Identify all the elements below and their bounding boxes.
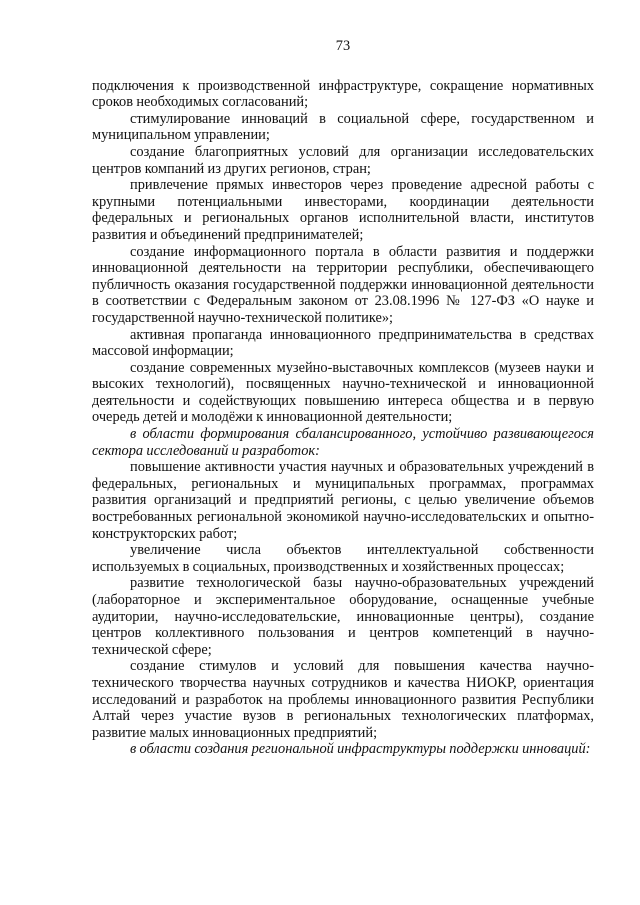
paragraph-social-innovation: стимулирование инноваций в социальной сфере, государственном и муниципальном управлении; [92,110,594,144]
paragraph-intellectual-property: увеличение числа объектов интеллектуальной собственности используемых в социальных, производственных и хозяйственных процессах; [92,542,594,575]
paragraph-direct-investors: привлечение прямых инвесторов через проведение адресной работы с крупными потенциальными инвесторами, координации деятельности федеральных и региональных органов исполнительной власти, институтов развития и объединений предпринимателей; [92,177,594,243]
paragraph-technology-base: развитие технологической базы научно-образовательных учреждений (лабораторное и экспериментальное оборудование, оснащенные учебные аудитории, научно-исследовательские, инновационные центры), создание центров коллективного пользования и центров компетенций в научно-технической сфере; [92,575,594,658]
section-heading-regional-infrastructure: в области создания региональной инфраструктуры поддержки инноваций: [130,741,591,758]
paragraph-museum-complexes: создание современных музейно-выставочных комплексов (музеев науки и высоких технологий), посвященных научно-технической и инновационной деятельности и содействующих повышению интереса общества и в первую очередь детей и молодёжи к инновационной деятельности; [92,359,594,426]
paragraph-rnd-quality: создание стимулов и условий для повышения качества научно-технического творчества научных сотрудников и качества НИОКР, ориентация исследований и разработок на проблемы инновационного развития Республики Алтай через участие вузов в региональных технологических платформах, развитие малых инновационных предприятий; [92,658,594,741]
section-heading-rnd-sector: в области формирования сбалансированного, устойчиво развивающегося сектора исследований и разработок: [92,426,594,459]
page-number: 73 [335,38,351,54]
paragraph-media-promotion: активная пропаганда инновационного предпринимательства в средствах массовой информации; [92,326,594,360]
paragraph-research-centers: создание благоприятных условий для организации исследовательских центров компаний из других регионов, стран; [92,143,594,177]
paragraph-infrastructure-connection: подключения к производственной инфраструктуре, сокращение нормативных сроков необходимых согласований; [92,77,594,111]
paragraph-info-portal: создание информационного портала в области развития и поддержки инновационной деятельности на территории республики, обеспечивающего публичность оказания государственной поддержки инновационной деятельности в соответствии с Федеральным законом от 23.08.1996 № 127-ФЗ «О науке и государственной научно-технической политике»; [92,243,594,326]
paragraph-program-participation: повышение активности участия научных и образовательных учреждений в федеральных, региональных и муниципальных программах, программах развития организаций и предприятий регионы, с целью увеличение объемов востребованных региональной экономикой научно-исследовательских и опытно-конструкторских работ; [92,459,594,542]
